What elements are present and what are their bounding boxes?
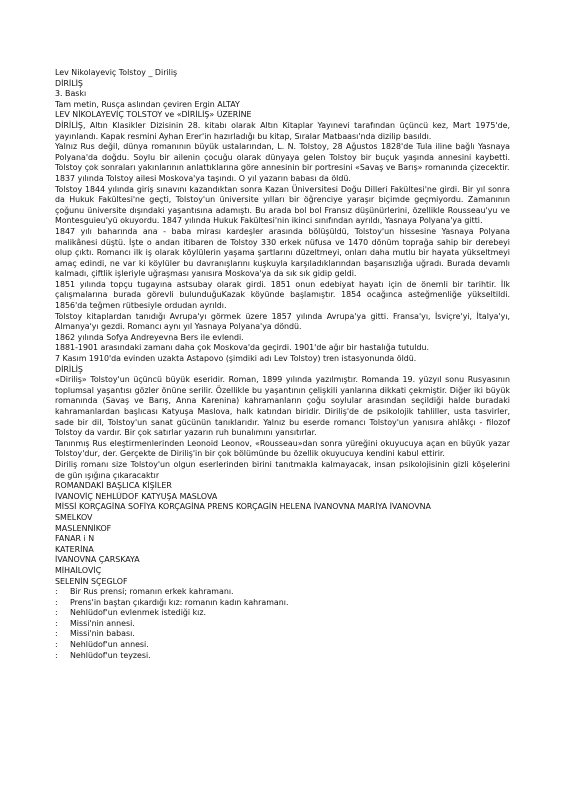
paragraph-leonov: Tanınmış Rus eleştirmenlerinden Leonoid Leonov, «Rousseau»dan sonra yüreğini okuyucuya açan en büyük yazar Tolstoy'dur, der. Gerçekte de Diriliş'in bir çok bölümünde bu özellik okuyucuya kendini kabul ettirir. (55, 438, 510, 459)
colon-marker: : (55, 618, 58, 628)
paragraph-marriage: 1862 yılında Sofya Andreyevna Bers ile evlendi. (55, 332, 244, 342)
character-descriptions (55, 587, 510, 661)
character-names-line: MİSSİ KORÇAGİNA SOFİYA KORÇAGİNA PRENS KORÇAGİN HELENA İVANOVNA MARİYA İVANOVNA (55, 502, 431, 512)
paragraph-inheritance: 1847 yılı baharında ana - baba mirası kardeşler arasında bölüşüldü, Tolstoy'un hissesine Yasnaya Polyana malikânesi düştü. İşte o andan itibaren de Tolstoy 330 erkek nüfusa ve 1470 dönüm toprağa sahip bir derebeyi olup çıktı. Romancı ilk iş olarak köylülerin yaşama şartlarını düzeltmeyi, onları daha mutlu bir hayata yükseltmeyi amaç edindi, ne var ki köylüler bu davranışlarını kuşkuyla karşıladıklarından başarısızlığa uğradı. Burada devamlı kalmadı, çiftlik işleriyle uğraşması yanısıra Moskova'ya da sık sık gidip geldi. (55, 226, 510, 279)
translator-line: Tam metin, Rusça aslından çeviren Ergin ALTAY (55, 99, 240, 109)
description-text: Prens'in baştan çıkardığı kız: romanın kadın kahramanı. (70, 597, 289, 607)
character-names-line: İVANOVİÇ NEHLÜDOF KATYUŞA MASLOVA (55, 491, 218, 501)
paragraph-1837: 1837 yılında Tolstoy ailesi Moskova'ya taşındı. O yıl yazarın babası da öldü. (55, 173, 351, 183)
character-name: FANAR i N (55, 534, 95, 544)
character-name: SELENİN SÇEGLOF (55, 576, 128, 586)
colon-marker: : (55, 587, 58, 597)
section-heading: LEV NİKOLAYEVİÇ TOLSTOY ve «DİRİLİŞ» ÜZERİNE (55, 110, 252, 120)
paragraph-europe: Tolstoy kitaplardan tanıdığı Avrupa'yı görmek üzere 1857 yılında Avrupa'ya gitti. Fransa'yı, İsviçre'yi, İtalya'yı, Almanya'yı gezdi. Romancı aynı yıl Yasnaya Polyana'ya döndü. (55, 311, 510, 332)
description-text: Nehlüdof'un evlenmek istediği kız. (70, 608, 207, 618)
paragraph-university: Tolstoy 1844 yılında giriş sınavını kazandıktan sonra Kazan Üniversitesi Doğu Dilleri Fakültesi'ne girdi. Bir yıl sonra da Hukuk Fakültesi'ne geçti, Tolstoy'un üniversite yılları bir öğrenciye yaraşır biçimde geçmiyordu. Zamanının çoğunu üniversite dışındaki yaşantısına adamıştı. Bu arada bol bol Fransız düşünürlerini, özellikle Rousseau'yu ve Montesguieu'yü okuyordu. 1847 yılında Hukuk Fakültesi'nin ikinci sınıfından ayrıldı, Yasnaya Polyana'ya gitti. (55, 184, 510, 226)
list-item (55, 598, 510, 609)
list-item (55, 619, 510, 630)
edition-line: 3. Baskı (55, 89, 87, 99)
subheading-dirilis: DİRİLİŞ (55, 364, 83, 374)
list-item (55, 629, 510, 640)
list-item (55, 587, 510, 598)
description-text: Nehlüdof'un teyzesi. (70, 650, 151, 660)
paragraph-moscow: 1881-1901 arasındaki zamanı daha çok Moskova'da geçirdi. 1901'de ağır bir hastalığa tutuldu. (55, 343, 429, 353)
paragraph-military: 1851 yılında topçu tugayına astsubay olarak girdi. 1851 onun edebiyat hayatı için de önemli bir tarihtir. İlk çalışmalarına burada görevli bulunduğuKazak köyünde başlamıştır. 1854 ocağınca asteğmenliğe yükseltildi. 1856'da teğmen rütbesiyle ordudan ayrıldı. (55, 279, 510, 311)
document-page (55, 68, 510, 661)
colon-marker: : (55, 608, 58, 618)
character-name: MASLENNİKOF (55, 523, 112, 533)
paragraph-publication: DİRİLİŞ, Altın Klasikler Dizisinin 28. kitabı olarak Altın Kitaplar Yayınevi tarafından üçüncü kez, Mart 1975'de, yayınlandı. Kapak resmini Ayhan Erer'in hazırladığı bu kitap, Sıralar Matbaası'nda dizilip basıldı. (55, 120, 510, 141)
paragraph-novel: «Diriliş» Tolstoy'un üçüncü büyük eseridir. Roman, 1899 yılında yazılmıştır. Romanda 19. yüzyıl sonu Rusyasının toplumsal yaşantısı gözler önüne serilir. Özellikle bu yaşantının çelişkili yanlarına dikkati çekmiştir. Diğer iki büyük romanında (Savaş ve Barış, Anna Karenina) kahramanların çoğu soylular arasından seçildiği halde buradaki kahramanlardan başlıcası Katyuşa Maslova, halk katından biridir. Diriliş'de de psikolojik tahliller, usta tasvirler, sade bir dil, Tolstoy'un sanat gücünün tanıklarıdır. Yalnız bu eserde romancı Tolstoy'un yanısıra ahlâkçı - filozof Tolstoy da vardır. Bir çok satırlar yazarın ruh bunalımını yansıtırlar. (55, 375, 510, 438)
colon-marker: : (55, 629, 58, 639)
paragraph-closing: Diriliş romanı size Tolstoy'un olgun eserlerinden birini tanıtmakla kalmayacak, insan psikolojisinin gizli köşelerini de gün ışığına çıkaracaktır (55, 459, 510, 480)
character-name: İVANOVNA ÇARSKAYA (55, 555, 140, 565)
description-text: Missi'nin annesi. (70, 618, 135, 628)
character-name: SMELKOV (55, 512, 93, 522)
header-block (55, 68, 510, 121)
colon-marker: : (55, 597, 58, 607)
description-text: Bir Rus prensi; romanın erkek kahramanı. (70, 587, 234, 597)
list-item (55, 608, 510, 619)
character-name: KATERİNA (55, 544, 94, 554)
colon-marker: : (55, 640, 58, 650)
book-name: DİRİLİŞ (55, 78, 83, 88)
paragraph-death: 7 Kasım 1910'da evinden uzakta Astapovo (şimdiki adı Lev Tolstoy) tren istasyonunda öldü. (55, 354, 417, 364)
list-item (55, 640, 510, 651)
characters-heading: ROMANDAKİ BAŞLICA KİŞİLER (55, 481, 172, 491)
characters-block (55, 481, 510, 587)
list-item (55, 651, 510, 662)
description-text: Nehlüdof'un annesi. (70, 640, 149, 650)
paragraph-birth: Yalnız Rus değil, dünya romanının büyük ustalarından, L. N. Tolstoy, 28 Ağustos 1828'de Tula iline bağlı Yasnaya Polyana'da doğdu. Soylu bir ailenin çocuğu olarak dünyaya gelen Tolstoy bir buçuk yaşında annesini kaybetti. Tolstoy çok sonraları yakınlarının anlattıklarına göre annesinin bir portresini «Savaş ve Barış» romanında çizecektir. (55, 142, 510, 173)
body-text (55, 121, 510, 481)
book-title-line: Lev Nikolayeviç Tolstoy _ Diriliş (55, 68, 178, 77)
character-name: MİHAİLOVİÇ (55, 565, 102, 575)
colon-marker: : (55, 650, 58, 660)
description-text: Missi'nin babası. (70, 629, 135, 639)
